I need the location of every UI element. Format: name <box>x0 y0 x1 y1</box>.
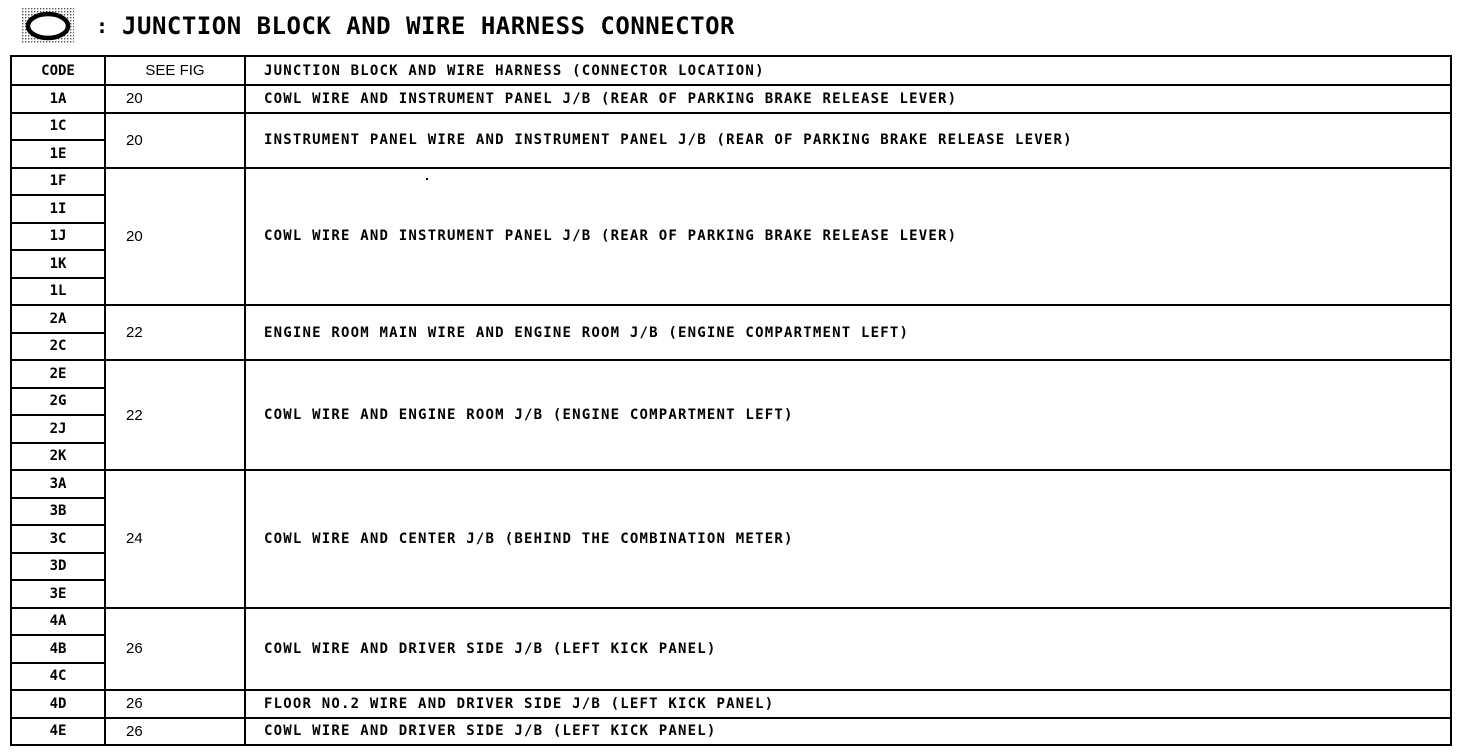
location-cell: INSTRUMENT PANEL WIRE AND INSTRUMENT PANEL J/B (REAR OF PARKING BRAKE RELEASE LEVER) <box>245 113 1451 168</box>
code-cell: 2G <box>11 388 105 416</box>
code-cell: 3A <box>11 470 105 498</box>
table-row <box>11 85 1451 113</box>
location-cell: COWL WIRE AND INSTRUMENT PANEL J/B (REAR OF PARKING BRAKE RELEASE LEVER) <box>245 85 1451 113</box>
connector-table <box>10 55 1452 746</box>
see-fig-cell: 22 <box>105 360 245 470</box>
code-cell: 2A <box>11 305 105 333</box>
code-cell: 1I <box>11 195 105 223</box>
location-cell: COWL WIRE AND INSTRUMENT PANEL J/B (REAR OF PARKING BRAKE RELEASE LEVER) <box>245 168 1451 306</box>
page-title: JUNCTION BLOCK AND WIRE HARNESS CONNECTOR <box>122 12 735 40</box>
code-cell: 2J <box>11 415 105 443</box>
location-cell: COWL WIRE AND DRIVER SIDE J/B (LEFT KICK PANEL) <box>245 608 1451 691</box>
table-row <box>11 690 1451 718</box>
table-row <box>11 113 1451 141</box>
code-cell: 1F <box>11 168 105 196</box>
code-cell: 3E <box>11 580 105 608</box>
code-cell: 3B <box>11 498 105 526</box>
connector-oval-icon <box>22 8 74 44</box>
see-fig-cell: 20 <box>105 168 245 306</box>
location-cell: COWL WIRE AND ENGINE ROOM J/B (ENGINE COMPARTMENT LEFT) <box>245 360 1451 470</box>
code-cell: 4D <box>11 690 105 718</box>
table-row <box>11 718 1451 746</box>
see-fig-cell: 20 <box>105 113 245 168</box>
location-cell: COWL WIRE AND DRIVER SIDE J/B (LEFT KICK PANEL) <box>245 718 1451 746</box>
column-header-see-fig: SEE FIG <box>105 56 245 85</box>
table-row <box>11 360 1451 388</box>
header-separator: : <box>96 14 109 38</box>
code-cell: 2E <box>11 360 105 388</box>
code-cell: 2C <box>11 333 105 361</box>
code-cell: 2K <box>11 443 105 471</box>
code-cell: 1J <box>11 223 105 251</box>
see-fig-cell: 26 <box>105 608 245 691</box>
code-cell: 1A <box>11 85 105 113</box>
see-fig-cell: 26 <box>105 690 245 718</box>
table-header-row <box>11 56 1451 85</box>
see-fig-cell: 22 <box>105 305 245 360</box>
location-cell: COWL WIRE AND CENTER J/B (BEHIND THE COMBINATION METER) <box>245 470 1451 608</box>
code-cell: 1C <box>11 113 105 141</box>
page-header <box>22 8 735 44</box>
see-fig-cell: 24 <box>105 470 245 608</box>
code-cell: 4C <box>11 663 105 691</box>
see-fig-cell: 26 <box>105 718 245 746</box>
table-row <box>11 608 1451 636</box>
stray-dot <box>426 178 428 180</box>
code-cell: 4A <box>11 608 105 636</box>
code-cell: 4E <box>11 718 105 746</box>
location-cell: ENGINE ROOM MAIN WIRE AND ENGINE ROOM J/B (ENGINE COMPARTMENT LEFT) <box>245 305 1451 360</box>
code-cell: 1E <box>11 140 105 168</box>
code-cell: 4B <box>11 635 105 663</box>
table-row <box>11 470 1451 498</box>
table-row <box>11 305 1451 333</box>
code-cell: 1K <box>11 250 105 278</box>
code-cell: 3C <box>11 525 105 553</box>
code-cell: 3D <box>11 553 105 581</box>
location-cell: FLOOR NO.2 WIRE AND DRIVER SIDE J/B (LEFT KICK PANEL) <box>245 690 1451 718</box>
column-header-location: JUNCTION BLOCK AND WIRE HARNESS (CONNECTOR LOCATION) <box>245 56 1451 85</box>
see-fig-cell: 20 <box>105 85 245 113</box>
column-header-code: CODE <box>11 56 105 85</box>
table-row <box>11 168 1451 196</box>
code-cell: 1L <box>11 278 105 306</box>
